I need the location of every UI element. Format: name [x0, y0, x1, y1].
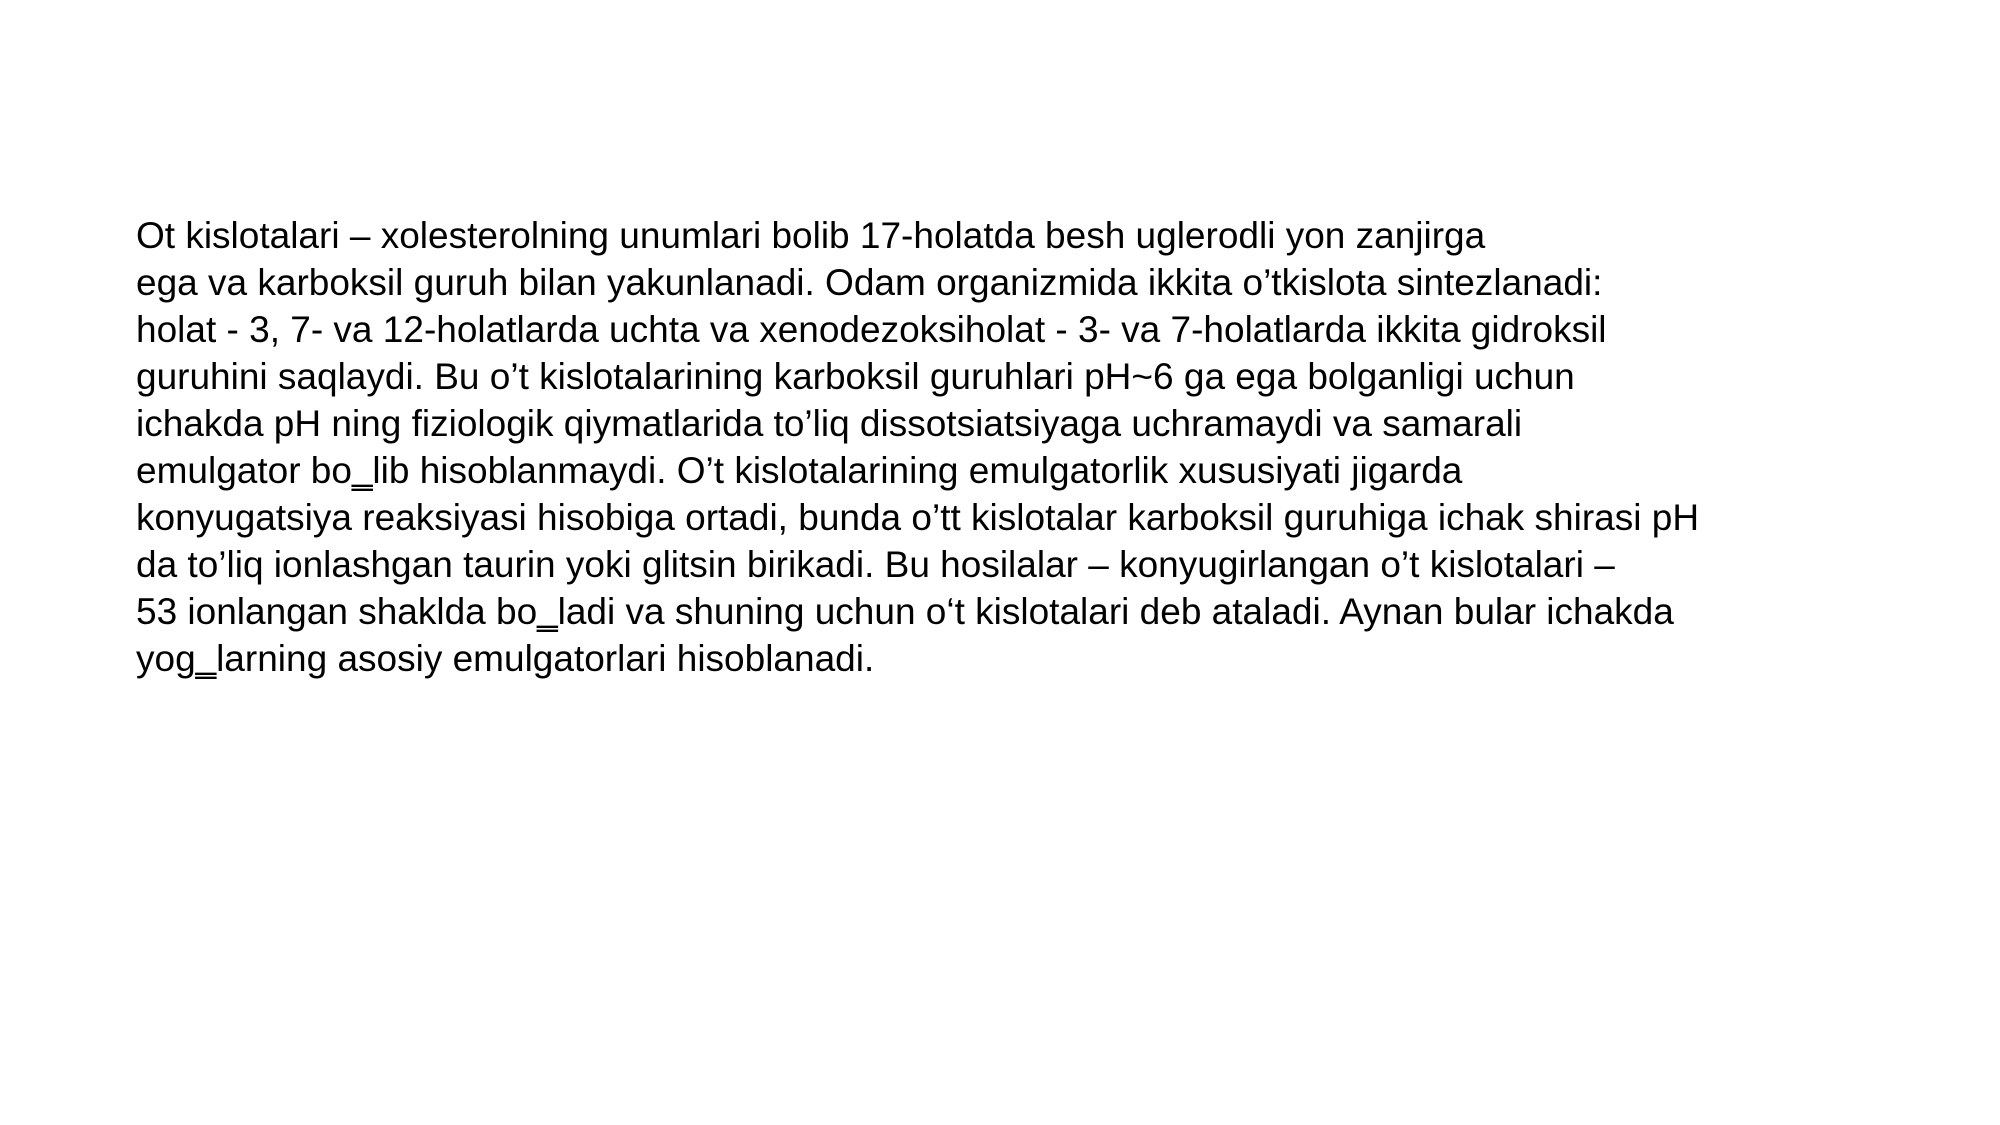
text-line-10: yog‗larning asosiy emulgatorlari hisoblanadi. — [136, 638, 875, 679]
text-line-2: ega va karboksil guruh bilan yakunlanadi. Odam organizmida ikkita o’tkislota sintezlanadi: — [136, 262, 1603, 303]
body-text — [136, 212, 1956, 682]
text-line-9: 53 ionlangan shaklda bo‗ladi va shuning uchun o‘t kislotalari deb ataladi. Aynan bular ichakda — [136, 591, 1674, 632]
text-line-8: da to’liq ionlashgan taurin yoki glitsin birikadi. Bu hosilalar – konyugirlangan o’t kislotalari – — [136, 544, 1615, 585]
text-line-4: guruhini saqlaydi. Bu o’t kislotalarining karboksil guruhlari pH~6 ga ega bolganligi uchun — [136, 356, 1575, 397]
text-line-1: Ot kislotalari – xolesterolning unumlari bolib 17-holatda besh uglerodli yon zanjirga — [136, 215, 1486, 256]
text-line-3: holat - 3, 7- va 12-holatlarda uchta va xenodezoksiholat - 3- va 7-holatlarda ikkita gidroksil — [136, 309, 1607, 350]
text-line-5: ichakda pH ning fiziologik qiymatlarida to’liq dissotsiatsiyaga uchramaydi va samarali — [136, 403, 1523, 444]
text-line-7: konyugatsiya reaksiyasi hisobiga ortadi, bunda o’tt kislotalar karboksil guruhiga ichak shirasi pH — [136, 497, 1700, 538]
text-line-6: emulgator bo‗lib hisoblanmaydi. O’t kislotalarining emulgatorlik xususiyati jigarda — [136, 450, 1463, 491]
